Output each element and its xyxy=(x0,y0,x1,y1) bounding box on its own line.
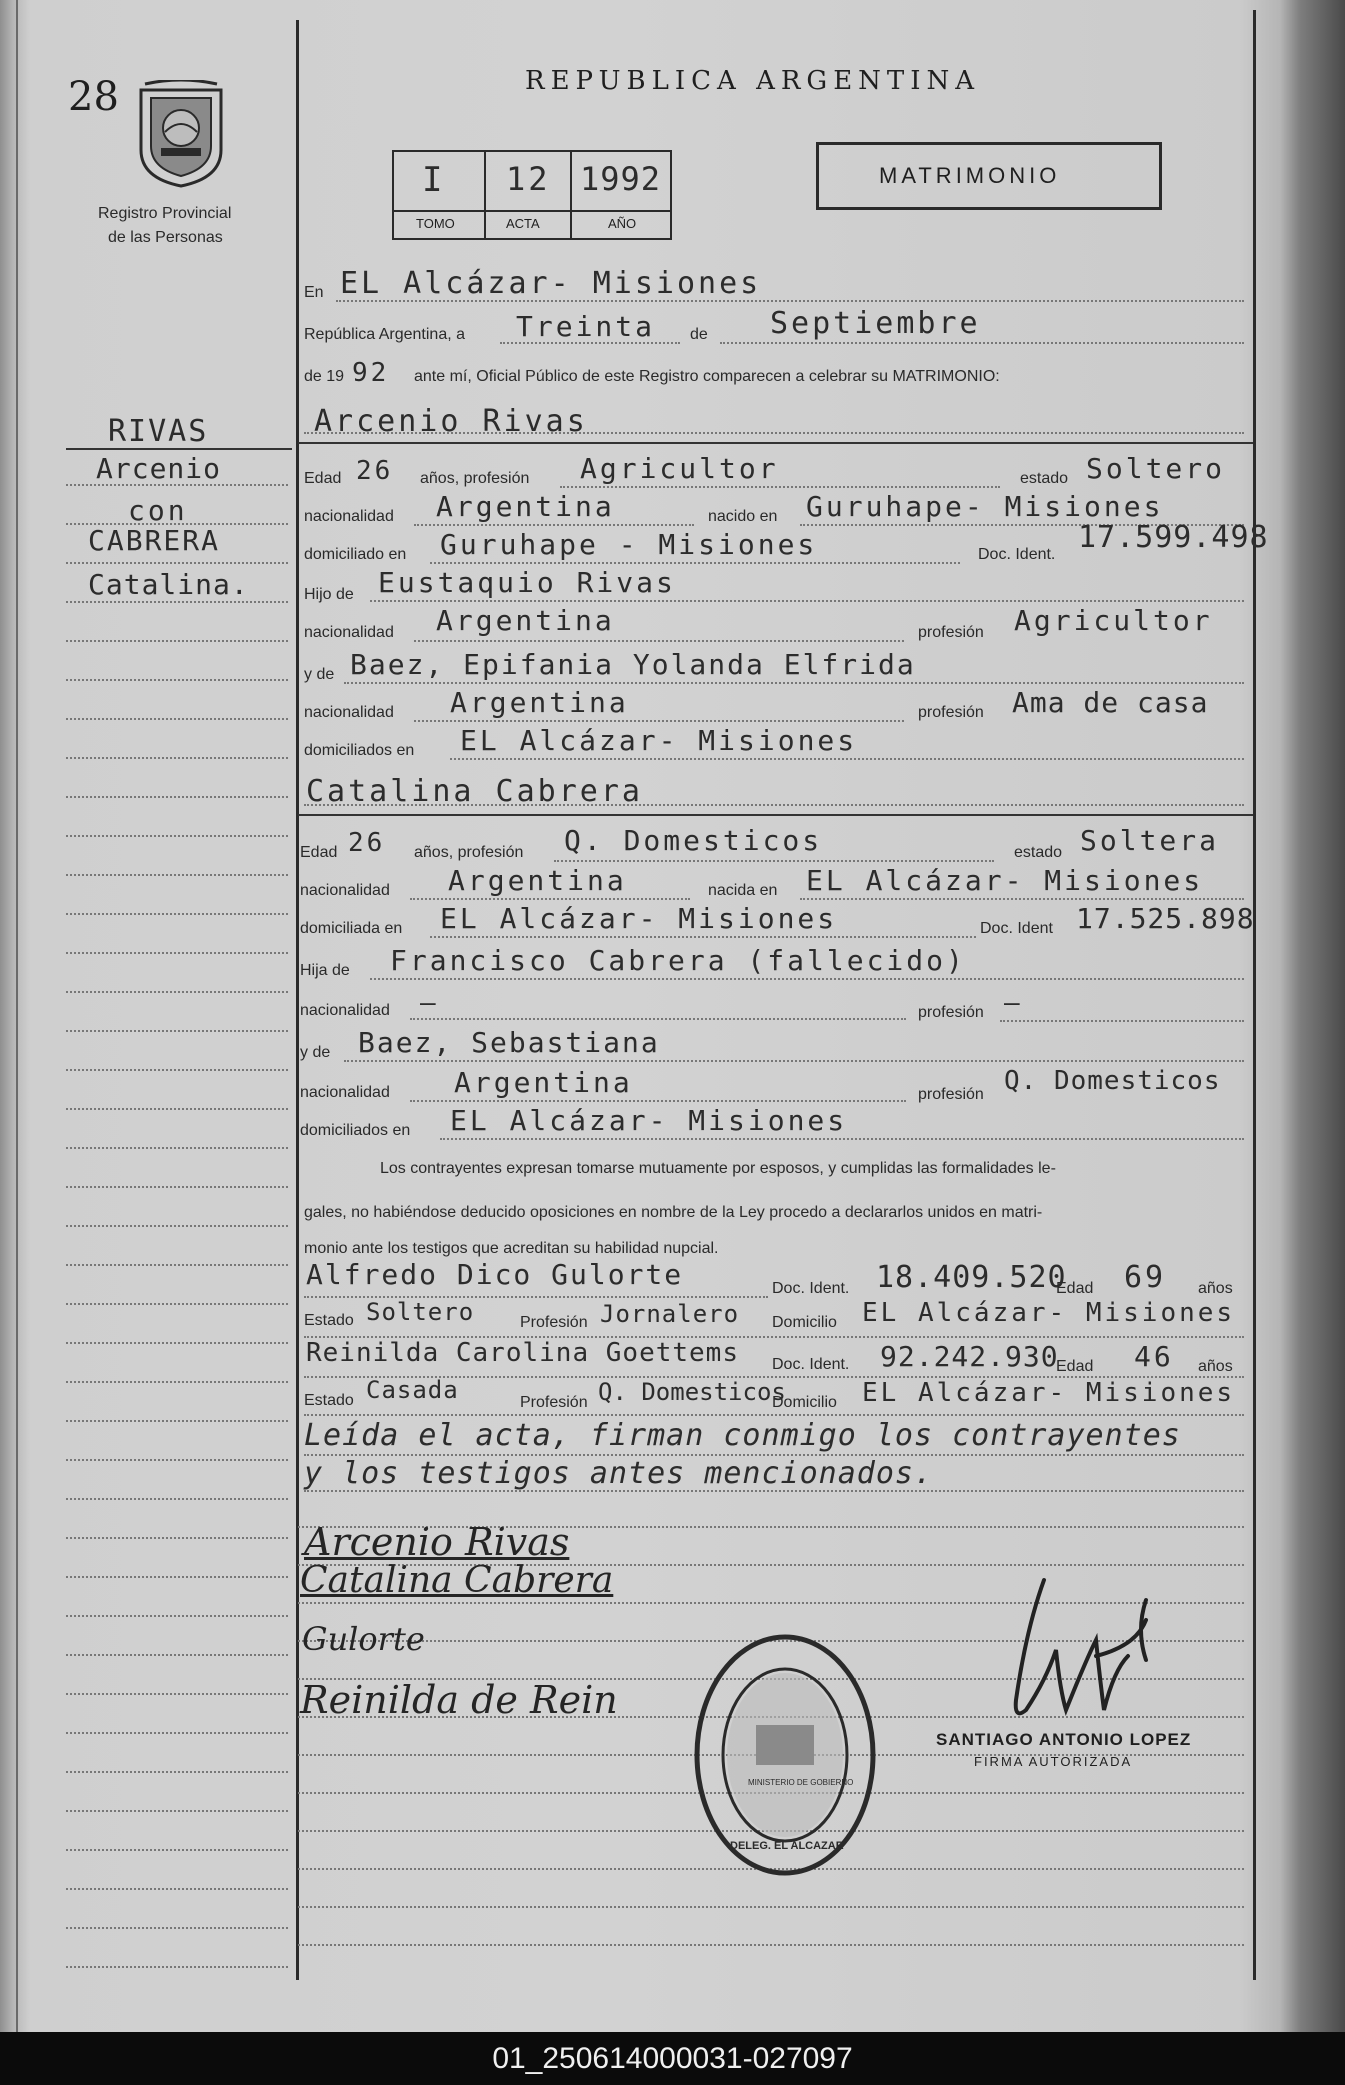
groom-anos-label: años, profesión xyxy=(420,470,530,487)
intro-en-label: En xyxy=(304,284,324,301)
groom-age: 26 xyxy=(356,456,394,486)
margin-ruled-line xyxy=(66,1810,288,1812)
groom-mother-nat-label: nacionalidad xyxy=(304,704,394,721)
groom-name-line xyxy=(304,432,1244,434)
bride-mother-nat-line xyxy=(410,1100,906,1102)
witness2-estado-label: Estado xyxy=(304,1392,354,1409)
groom-father: Eustaquio Rivas xyxy=(378,566,676,599)
left-binding-line xyxy=(16,0,18,2032)
margin-ruled-line xyxy=(66,1693,288,1695)
bride-mother-prof: Q. Domesticos xyxy=(1004,1066,1221,1096)
bride-name-line xyxy=(304,804,1244,806)
tomo-label: TOMO xyxy=(416,216,455,231)
groom-father-prof: Agricultor xyxy=(1014,604,1213,637)
witness1-anos-label: años xyxy=(1198,1280,1233,1297)
bride-father-line xyxy=(370,978,1244,980)
bride-father: Francisco Cabrera (fallecido) xyxy=(390,944,966,977)
groom-estado-label: estado xyxy=(1020,470,1069,487)
bride-profession-line xyxy=(554,860,994,862)
bride-profession: Q. Domesticos xyxy=(564,824,823,857)
republic-title: REPUBLICA ARGENTINA xyxy=(525,66,981,96)
margin-ruled-line xyxy=(66,1069,288,1071)
margin-ruled-line xyxy=(66,1849,288,1851)
witness2-anos-label: años xyxy=(1198,1358,1233,1375)
groom-hijo-label: Hijo de xyxy=(304,586,354,603)
registry-line-1: Registro Provincial xyxy=(98,205,232,222)
groom-profession: Agricultor xyxy=(580,452,779,485)
bride-mother-prof-label: profesión xyxy=(918,1086,984,1103)
closing-line-2: y los testigos antes mencionados. xyxy=(304,1456,934,1491)
bride-nac-label: nacionalidad xyxy=(300,882,390,899)
bride-domicile: EL Alcázar- Misiones xyxy=(440,902,838,935)
witness2-doc-label: Doc. Ident. xyxy=(772,1356,850,1373)
groom-father-line xyxy=(370,600,1244,602)
intro-year-prefix: de 19 xyxy=(304,368,345,385)
margin-ruled-line xyxy=(66,1732,288,1734)
groom-separator xyxy=(298,442,1253,444)
bride-parents-dom: EL Alcázar- Misiones xyxy=(450,1104,848,1137)
groom-mother-prof-label: profesión xyxy=(918,704,984,721)
bride-parents-dom-line xyxy=(440,1138,1244,1140)
margin-ruled-line xyxy=(66,562,288,564)
witness2-estado: Casada xyxy=(366,1376,459,1404)
bride-age: 26 xyxy=(348,828,386,858)
witness1-domicile: EL Alcázar- Misiones xyxy=(862,1298,1236,1328)
groom-domicile: Guruhape - Misiones xyxy=(440,528,818,561)
left-margin-line xyxy=(296,20,299,1980)
witness1-name: Alfredo Dico Gulorte xyxy=(306,1258,684,1291)
bride-mother-line xyxy=(344,1060,1244,1062)
witness2-age: 46 xyxy=(1134,1340,1174,1373)
intro-day: Treinta xyxy=(516,310,656,343)
groom-profession-line xyxy=(560,486,1000,488)
witness1-estado: Soltero xyxy=(366,1298,475,1326)
tomo-value: I xyxy=(422,160,446,200)
groom-nacido-label: nacido en xyxy=(708,508,778,525)
margin-note-firstname2: Catalina. xyxy=(88,568,249,601)
declaration-line-3: monio ante los testigos que acreditan su habilidad nupcial. xyxy=(304,1240,719,1257)
closing-line-1: Leída el acta, firman conmigo los contrayentes xyxy=(304,1418,1181,1453)
witness2-edad-label: Edad xyxy=(1056,1358,1094,1375)
bride-dom-label: domiciliada en xyxy=(300,920,403,937)
intro-month-line xyxy=(720,342,1244,344)
margin-note-surname2: CABRERA xyxy=(88,524,221,557)
groom-parents-dom: EL Alcázar- Misiones xyxy=(460,724,858,757)
register-type-label: MATRIMONIO xyxy=(879,163,1061,188)
bride-anos-label: años, profesión xyxy=(414,844,524,861)
signature-ruled-line xyxy=(298,1906,1244,1908)
margin-ruled-line xyxy=(66,1576,288,1578)
registry-line-2: de las Personas xyxy=(108,229,223,246)
acta-value: 12 xyxy=(506,160,551,198)
witness2-detail-line xyxy=(304,1414,1244,1416)
margin-ruled-line xyxy=(66,1615,288,1617)
margin-ruled-line xyxy=(66,1342,288,1344)
bride-separator xyxy=(298,814,1253,816)
margin-ruled-line xyxy=(66,1186,288,1188)
margin-note-con: con xyxy=(128,494,188,527)
groom-dom-label: domiciliado en xyxy=(304,546,407,563)
margin-ruled-line xyxy=(66,952,288,954)
signature-witness1: Gulorte xyxy=(302,1620,425,1658)
witness2-name: Reinilda Carolina Goettems xyxy=(306,1338,739,1368)
bride-father-prof: — xyxy=(1004,988,1023,1018)
margin-ruled-line xyxy=(66,523,288,525)
margin-ruled-line xyxy=(66,1030,288,1032)
groom-mother-nat: Argentina xyxy=(450,686,629,719)
bride-father-prof-label: profesión xyxy=(918,1004,984,1021)
closing-line-2-rule xyxy=(304,1490,1244,1492)
groom-doc-label: Doc. Ident. xyxy=(978,546,1056,563)
bride-parents-dom-label: domiciliados en xyxy=(300,1122,411,1139)
margin-note-rule xyxy=(66,448,292,450)
margin-ruled-line xyxy=(66,1225,288,1227)
bride-birthplace: EL Alcázar- Misiones xyxy=(806,864,1204,897)
registry-stamp xyxy=(690,1630,880,1880)
margin-ruled-line xyxy=(66,1537,288,1539)
margin-ruled-line xyxy=(66,1771,288,1773)
groom-estado: Soltero xyxy=(1086,452,1226,485)
bride-father-prof-line xyxy=(1000,1020,1244,1022)
groom-father-prof-label: profesión xyxy=(918,624,984,641)
groom-nat-line xyxy=(414,524,694,526)
groom-parents-dom-label: domiciliados en xyxy=(304,742,415,759)
bride-nat-line xyxy=(410,898,690,900)
intro-month: Septiembre xyxy=(770,306,981,341)
declaration-line-1: Los contrayentes expresan tomarse mutuamente por esposos, y cumplidas las formalidades le- xyxy=(380,1160,1056,1177)
margin-ruled-line xyxy=(66,1420,288,1422)
groom-mother-prof: Ama de casa xyxy=(1012,686,1209,719)
official-title: FIRMA AUTORIZADA xyxy=(974,1754,1133,1769)
bride-name: Catalina Cabrera xyxy=(306,774,643,809)
intro-place: EL Alcázar- Misiones xyxy=(340,266,762,301)
signature-bride: Catalina Cabrera xyxy=(300,1560,614,1601)
witness1-prof-label: Profesión xyxy=(520,1314,588,1331)
signature-witness2: Reinilda de Rein xyxy=(300,1678,618,1722)
margin-ruled-line xyxy=(66,1303,288,1305)
witness1-age: 69 xyxy=(1124,1260,1167,1295)
witness2-profession: Q. Domesticos xyxy=(598,1378,786,1406)
bride-yde-label: y de xyxy=(300,1044,331,1061)
bride-birthplace-line xyxy=(800,898,1244,900)
stamp-bottom-text: DELEG. EL ALCAZAR xyxy=(730,1840,844,1852)
bride-mother: Baez, Sebastiana xyxy=(358,1026,660,1059)
margin-ruled-line xyxy=(66,1966,288,1968)
bride-mother-nat: Argentina xyxy=(454,1066,633,1099)
margin-ruled-line xyxy=(66,1108,288,1110)
bride-hija-label: Hija de xyxy=(300,962,350,979)
intro-republic-label: República Argentina, a xyxy=(304,326,465,343)
witness2-doc: 92.242.930 xyxy=(880,1340,1059,1373)
margin-ruled-line xyxy=(66,679,288,681)
bride-mother-nat-label: nacionalidad xyxy=(300,1084,390,1101)
groom-nationality: Argentina xyxy=(436,490,615,523)
intro-de-label: de xyxy=(690,326,708,343)
margin-ruled-line xyxy=(66,796,288,798)
witness1-edad-label: Edad xyxy=(1056,1280,1094,1297)
margin-ruled-line xyxy=(66,601,288,603)
stamp-inner-text: MINISTERIO DE GOBIERNO xyxy=(748,1778,854,1787)
groom-father-nat-label: nacionalidad xyxy=(304,624,394,641)
groom-domicile-line xyxy=(430,562,960,564)
coat-of-arms-icon xyxy=(135,80,227,188)
margin-ruled-line xyxy=(66,757,288,759)
witness1-estado-label: Estado xyxy=(304,1312,354,1329)
bride-estado: Soltera xyxy=(1080,824,1220,857)
bride-domicile-line xyxy=(430,936,976,938)
witness1-doc-label: Doc. Ident. xyxy=(772,1280,850,1297)
groom-birthplace: Guruhape- Misiones xyxy=(806,490,1164,523)
document-id-footer: 01_250614000031-027097 xyxy=(0,2032,1345,2085)
margin-ruled-line xyxy=(66,1381,288,1383)
margin-ruled-line xyxy=(66,1654,288,1656)
bride-father-nat: — xyxy=(420,988,439,1018)
declaration-line-2: gales, no habiéndose deducido oposiciones en nombre de la Ley procedo a declararlos unidos en matri- xyxy=(304,1204,1043,1221)
intro-statement: ante mí, Oficial Público de este Registro comparecen a celebrar su MATRIMONIO: xyxy=(414,368,1000,385)
register-number-box xyxy=(392,150,672,240)
groom-yde-label: y de xyxy=(304,666,335,683)
acta-label: ACTA xyxy=(506,216,540,231)
margin-ruled-line xyxy=(66,1888,288,1890)
witness1-dom-label: Domicilio xyxy=(772,1314,837,1331)
margin-ruled-line xyxy=(66,718,288,720)
margin-ruled-line xyxy=(66,874,288,876)
witness1-profession: Jornalero xyxy=(600,1300,740,1328)
groom-nac-label: nacionalidad xyxy=(304,508,394,525)
right-margin-line xyxy=(1253,10,1256,1980)
margin-ruled-line xyxy=(66,991,288,993)
bride-nationality: Argentina xyxy=(448,864,627,897)
bride-edad-label: Edad xyxy=(300,844,338,861)
witness2-dom-label: Domicilio xyxy=(772,1394,837,1411)
margin-ruled-line xyxy=(66,1927,288,1929)
bride-nacida-label: nacida en xyxy=(708,882,778,899)
margin-ruled-line xyxy=(66,1459,288,1461)
margin-note-firstname: Arcenio xyxy=(96,452,222,485)
witness1-doc: 18.409.520 xyxy=(876,1260,1067,1295)
groom-mother-line xyxy=(344,682,1244,684)
bride-doc-label: Doc. Ident xyxy=(980,920,1053,937)
margin-ruled-line xyxy=(66,1264,288,1266)
margin-ruled-line xyxy=(66,1147,288,1149)
intro-year-suffix: 92 xyxy=(352,358,390,388)
margin-ruled-line xyxy=(66,640,288,642)
official-name: SANTIAGO ANTONIO LOPEZ xyxy=(936,1730,1192,1749)
groom-edad-label: Edad xyxy=(304,470,342,487)
official-signature-icon xyxy=(996,1560,1176,1740)
groom-father-nat: Argentina xyxy=(436,604,615,637)
anio-value: 1992 xyxy=(580,160,662,198)
signature-groom: Arcenio Rivas xyxy=(304,1520,570,1564)
groom-mother-nat-line xyxy=(414,720,904,722)
groom-parents-dom-line xyxy=(450,758,1244,760)
bride-doc: 17.525.898 xyxy=(1076,902,1255,935)
margin-ruled-line xyxy=(66,913,288,915)
margin-note-surname: RIVAS xyxy=(108,414,209,449)
margin-ruled-line xyxy=(66,484,288,486)
groom-father-nat-line xyxy=(414,640,904,642)
margin-ruled-line xyxy=(66,1498,288,1500)
witness2-domicile: EL Alcázar- Misiones xyxy=(862,1378,1236,1408)
bride-estado-label: estado xyxy=(1014,844,1063,861)
bride-father-nat-label: nacionalidad xyxy=(300,1002,390,1019)
signature-ruled-line xyxy=(298,1944,1244,1946)
page-number: 28 xyxy=(68,74,119,120)
witness2-prof-label: Profesión xyxy=(520,1394,588,1411)
groom-name: Arcenio Rivas xyxy=(314,404,588,439)
groom-mother: Baez, Epifania Yolanda Elfrida xyxy=(350,648,916,681)
margin-ruled-line xyxy=(66,835,288,837)
anio-label: AÑO xyxy=(608,216,637,231)
bride-father-nat-line xyxy=(410,1018,906,1020)
register-type-box xyxy=(816,142,1162,210)
groom-doc: 17.599.498 xyxy=(1078,520,1269,555)
